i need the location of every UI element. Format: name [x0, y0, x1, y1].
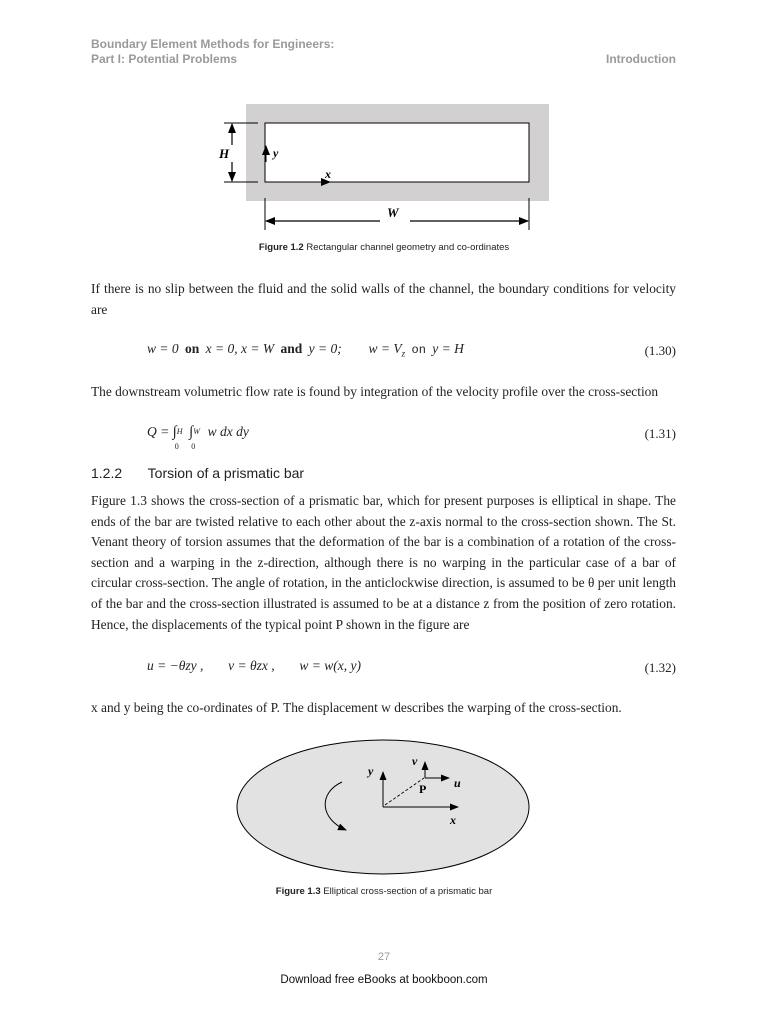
figure-1-2-caption: [0, 242, 768, 253]
eq-1-32-u: u = −θzy ,: [147, 658, 204, 673]
equation-1-31-number: (1.31): [644, 426, 676, 441]
figure-1-2-number: Figure 1.2: [258, 242, 304, 253]
figure-1-3-caption-text: Elliptical cross-section of a prismatic bar: [323, 886, 493, 897]
running-header: [91, 37, 334, 67]
equation-1-32-number: (1.32): [644, 660, 676, 675]
int2-sup: W: [193, 427, 200, 436]
book-title-line2: Part I: Potential Problems: [91, 52, 238, 66]
figure-1-3-elliptical-cross-section: [230, 735, 540, 880]
int2-sub: 0: [191, 442, 196, 451]
channel-cross-section: [265, 123, 529, 182]
eq-1-30-c2: x = W: [241, 341, 275, 356]
figure-1-2-caption-text: Rectangular channel geometry and co-ordinates: [306, 242, 510, 253]
figure-1-3-number: Figure 1.3: [275, 886, 321, 897]
figure-1-2-rectangular-channel: [210, 100, 560, 240]
label-x: x: [450, 813, 456, 827]
eq-1-30-on2: on: [411, 343, 426, 357]
paragraph-warping: x and y being the co-ordinates of P. The displacement w describes the warping of the cross-section.: [91, 700, 622, 715]
eq-1-30-rhs: w = V: [368, 341, 402, 356]
eq-1-30-on1: on: [185, 341, 200, 356]
equation-1-30-number: (1.30): [644, 343, 676, 358]
eq-1-30-c1: x = 0,: [205, 341, 238, 356]
eq-1-30-c4: y = H: [432, 341, 464, 356]
int1-sup: H: [176, 427, 183, 436]
label-x: x: [325, 167, 331, 181]
section-heading: [91, 465, 304, 481]
label-y: y: [368, 764, 374, 778]
section-title: Torsion of a prismatic bar: [147, 465, 305, 481]
eq-1-30-c3: y = 0;: [308, 341, 342, 356]
label-W: W: [387, 205, 399, 220]
label-u: u: [454, 776, 461, 790]
paragraph-torsion-theory: Figure 1.3 shows the cross-section of a prismatic bar, which for present purposes is elliptical in shape. The ends of the bar are twisted relative to each other about the z-axis normal to the cross-section shown. The St. Venant theory of torsion assumes that the deformation of the bar is a combination of a rotation of the cross-section and a warping in the z-direction, although there is no warping in the particular case of a bar of circular cross-section. The angle of rotation, in the anticlockwise direction, is assumed to be θ per unit length of the bar and the cross-section illustrated is assumed to be at a distance z from the position of zero rotation. Hence, the displacements of the typical point P shown in the figure are: [91, 493, 676, 632]
eq-1-32-v: v = θzx ,: [228, 658, 275, 673]
page-number: 27: [377, 951, 391, 963]
label-v: v: [412, 754, 418, 768]
equation-1-32: [147, 658, 361, 674]
eq-1-30-sub: z: [401, 348, 406, 359]
equation-1-31: Q = ∫ H 0 ∫ W 0 w dx dy: [147, 424, 249, 451]
chapter-title: Introduction: [606, 52, 676, 66]
label-H: H: [219, 146, 230, 161]
eq-1-32-w: w = w(x, y): [299, 658, 361, 673]
eq-1-31-integrand: w dx dy: [207, 424, 249, 439]
equation-1-30: [147, 341, 464, 359]
section-number: 1.2.2: [91, 465, 123, 481]
eq-1-30-and: and: [280, 341, 303, 356]
paragraph-flow-rate: The downstream volumetric flow rate is found by integration of the velocity profile over the cross-section: [91, 384, 659, 399]
label-y: y: [273, 146, 279, 160]
int1-sub: 0: [174, 442, 179, 451]
eq-1-31-lhs: Q =: [147, 424, 170, 439]
eq-1-30-lhs: w = 0: [147, 341, 179, 356]
figure-1-3-caption: [0, 886, 768, 897]
label-P: P: [419, 782, 427, 796]
paragraph-boundary-conditions: If there is no slip between the fluid and the solid walls of the channel, the boundary conditions for velocity are: [91, 281, 676, 317]
book-title-line1: Boundary Element Methods for Engineers:: [91, 37, 335, 51]
footer-download-link[interactable]: Download free eBooks at bookboon.com: [280, 974, 488, 986]
